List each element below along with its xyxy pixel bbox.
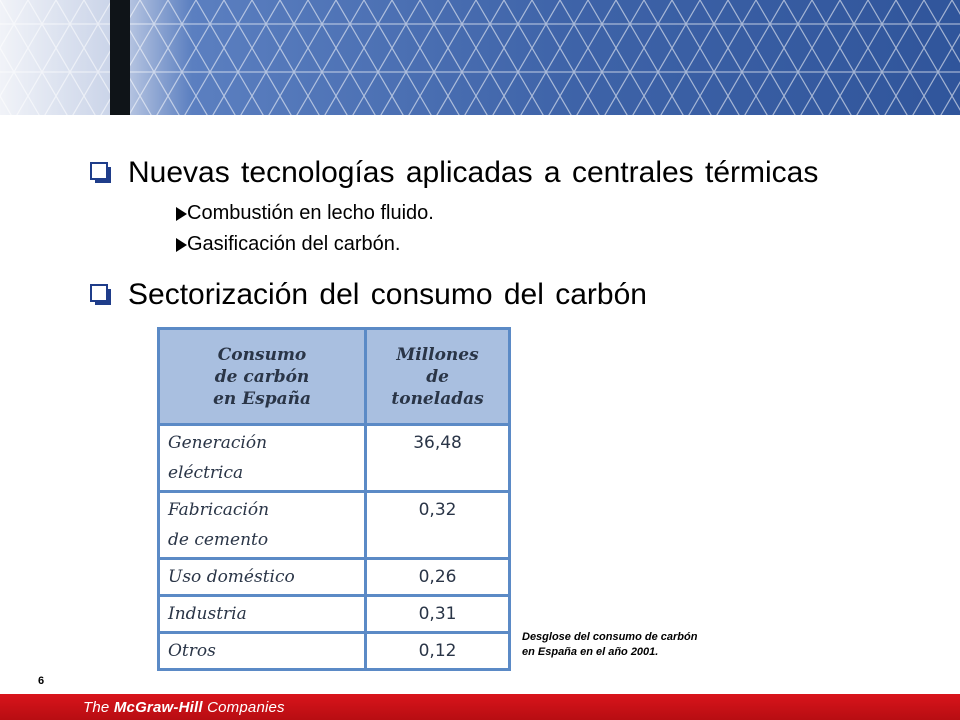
bullet-sectorization xyxy=(90,278,647,312)
sub-bullet-text: Combustión en lecho fluido. xyxy=(187,202,434,224)
triangle-right-icon xyxy=(176,238,187,252)
table-caption xyxy=(522,630,752,660)
logo-prefix: The xyxy=(83,699,114,716)
table-header-tons: Millones de toneladas xyxy=(366,329,510,425)
bullet-text: Sectorización del consumo del carbón xyxy=(128,278,647,311)
row-label: Industria xyxy=(159,596,366,633)
table-row xyxy=(159,425,510,492)
table-row xyxy=(159,492,510,559)
table-row xyxy=(159,596,510,633)
triangle-right-icon xyxy=(176,207,187,221)
row-value: 36,48 xyxy=(366,425,510,492)
bullet-text: Nuevas tecnologías aplicadas a centrales térmicas xyxy=(128,156,819,189)
sub-bullet-text: Gasificación del carbón. xyxy=(187,233,401,255)
logo-suffix: Companies xyxy=(202,699,285,716)
table-row xyxy=(159,633,510,670)
page-number: 6 xyxy=(38,675,45,687)
sub-bullet-gasification xyxy=(176,233,400,256)
row-value: 0,31 xyxy=(366,596,510,633)
banner-pattern xyxy=(0,0,960,115)
table-header-consumption: Consumo de carbón en España xyxy=(159,329,366,425)
sub-bullet-combustion xyxy=(176,202,434,225)
banner-dark-stripe xyxy=(110,0,130,115)
coal-consumption-table xyxy=(157,327,511,660)
row-label: Generación eléctrica xyxy=(159,425,366,492)
hollow-square-icon xyxy=(90,162,112,184)
row-label: Uso doméstico xyxy=(159,559,366,596)
row-label: Otros xyxy=(159,633,366,670)
caption-line: Desglose del consumo de carbón xyxy=(522,631,698,643)
logo-brand: McGraw-Hill xyxy=(113,699,203,716)
mcgraw-hill-logo xyxy=(83,699,285,716)
row-value: 0,26 xyxy=(366,559,510,596)
table-row xyxy=(159,559,510,596)
row-value: 0,32 xyxy=(366,492,510,559)
row-value: 0,12 xyxy=(366,633,510,670)
header-banner xyxy=(0,0,960,115)
bullet-new-technologies xyxy=(90,156,818,190)
caption-line: en España en el año 2001. xyxy=(522,646,659,658)
row-label: Fabricación de cemento xyxy=(159,492,366,559)
hollow-square-icon xyxy=(90,284,112,306)
